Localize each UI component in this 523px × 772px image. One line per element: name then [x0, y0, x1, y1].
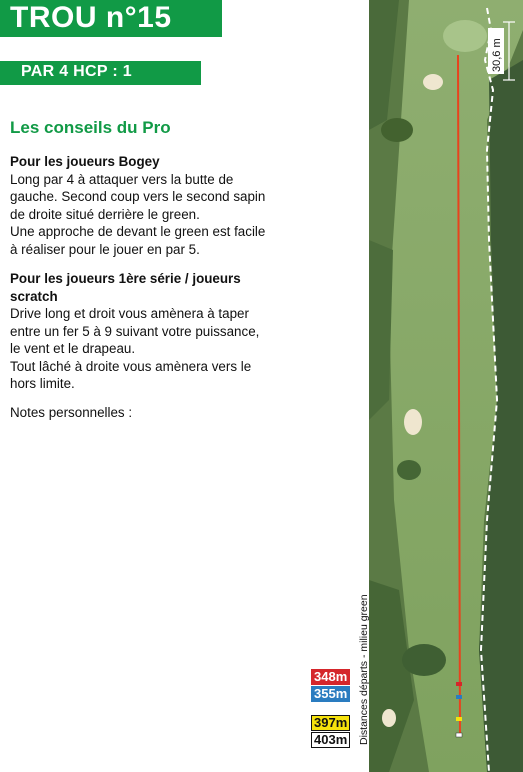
bogey-line: Long par 4 à attaquer vers la butte de [10, 171, 234, 187]
bogey-heading: Pour les joueurs Bogey [10, 154, 160, 169]
tee-marker-white [456, 733, 462, 737]
distance-red-tee: 348m [311, 669, 350, 685]
scratch-heading: Pour les joueurs 1ère série / joueurs [10, 271, 241, 286]
scratch-line: Tout lâché à droite vous amènera vers le [10, 358, 252, 374]
tree-cluster [402, 644, 446, 676]
distances-caption: Distances départs - milieu green [358, 594, 370, 745]
bunker-tee [382, 709, 396, 727]
par-hcp-banner [0, 61, 201, 85]
tree [397, 460, 421, 480]
scratch-line: hors limite. [10, 376, 75, 391]
hole-title: TROU n°15 [10, 1, 172, 34]
par-hcp-text: PAR 4 HCP : 1 [21, 63, 132, 80]
distance-white-tee: 403m [311, 732, 350, 748]
scratch-line: entre un fer 5 à 9 suivant votre puissance, [10, 323, 260, 339]
tree [381, 118, 413, 142]
green-depth-label: 30,6 m [491, 38, 503, 72]
bunker-green [423, 74, 443, 90]
bunker-fairway [404, 409, 422, 435]
tee-marker-yellow [456, 717, 462, 721]
green [443, 20, 487, 52]
personal-notes-label: Notes personnelles : [10, 405, 133, 420]
scratch-heading: scratch [10, 288, 58, 304]
scratch-line: Drive long et droit vous amènera à taper [10, 306, 249, 321]
hole-aerial-map [369, 0, 523, 772]
distance-blue-tee: 355m [311, 686, 350, 702]
hole-title-banner [0, 0, 222, 37]
scratch-advice [10, 270, 310, 393]
section-title: Les conseils du Pro [10, 118, 171, 137]
bogey-advice [10, 153, 310, 258]
scratch-line: le vent et le drapeau. [10, 341, 136, 356]
tee-marker-red [456, 682, 462, 686]
bogey-line: à réaliser pour le jouer en par 5. [10, 241, 200, 257]
tee-marker-blue [456, 695, 462, 699]
bogey-line: gauche. Second coup vers le second sapin [10, 189, 266, 204]
bogey-line: de droite situé derrière le green. [10, 206, 200, 222]
bogey-line: Une approche de devant le green est facile [10, 224, 266, 239]
distance-yellow-tee: 397m [311, 715, 350, 731]
